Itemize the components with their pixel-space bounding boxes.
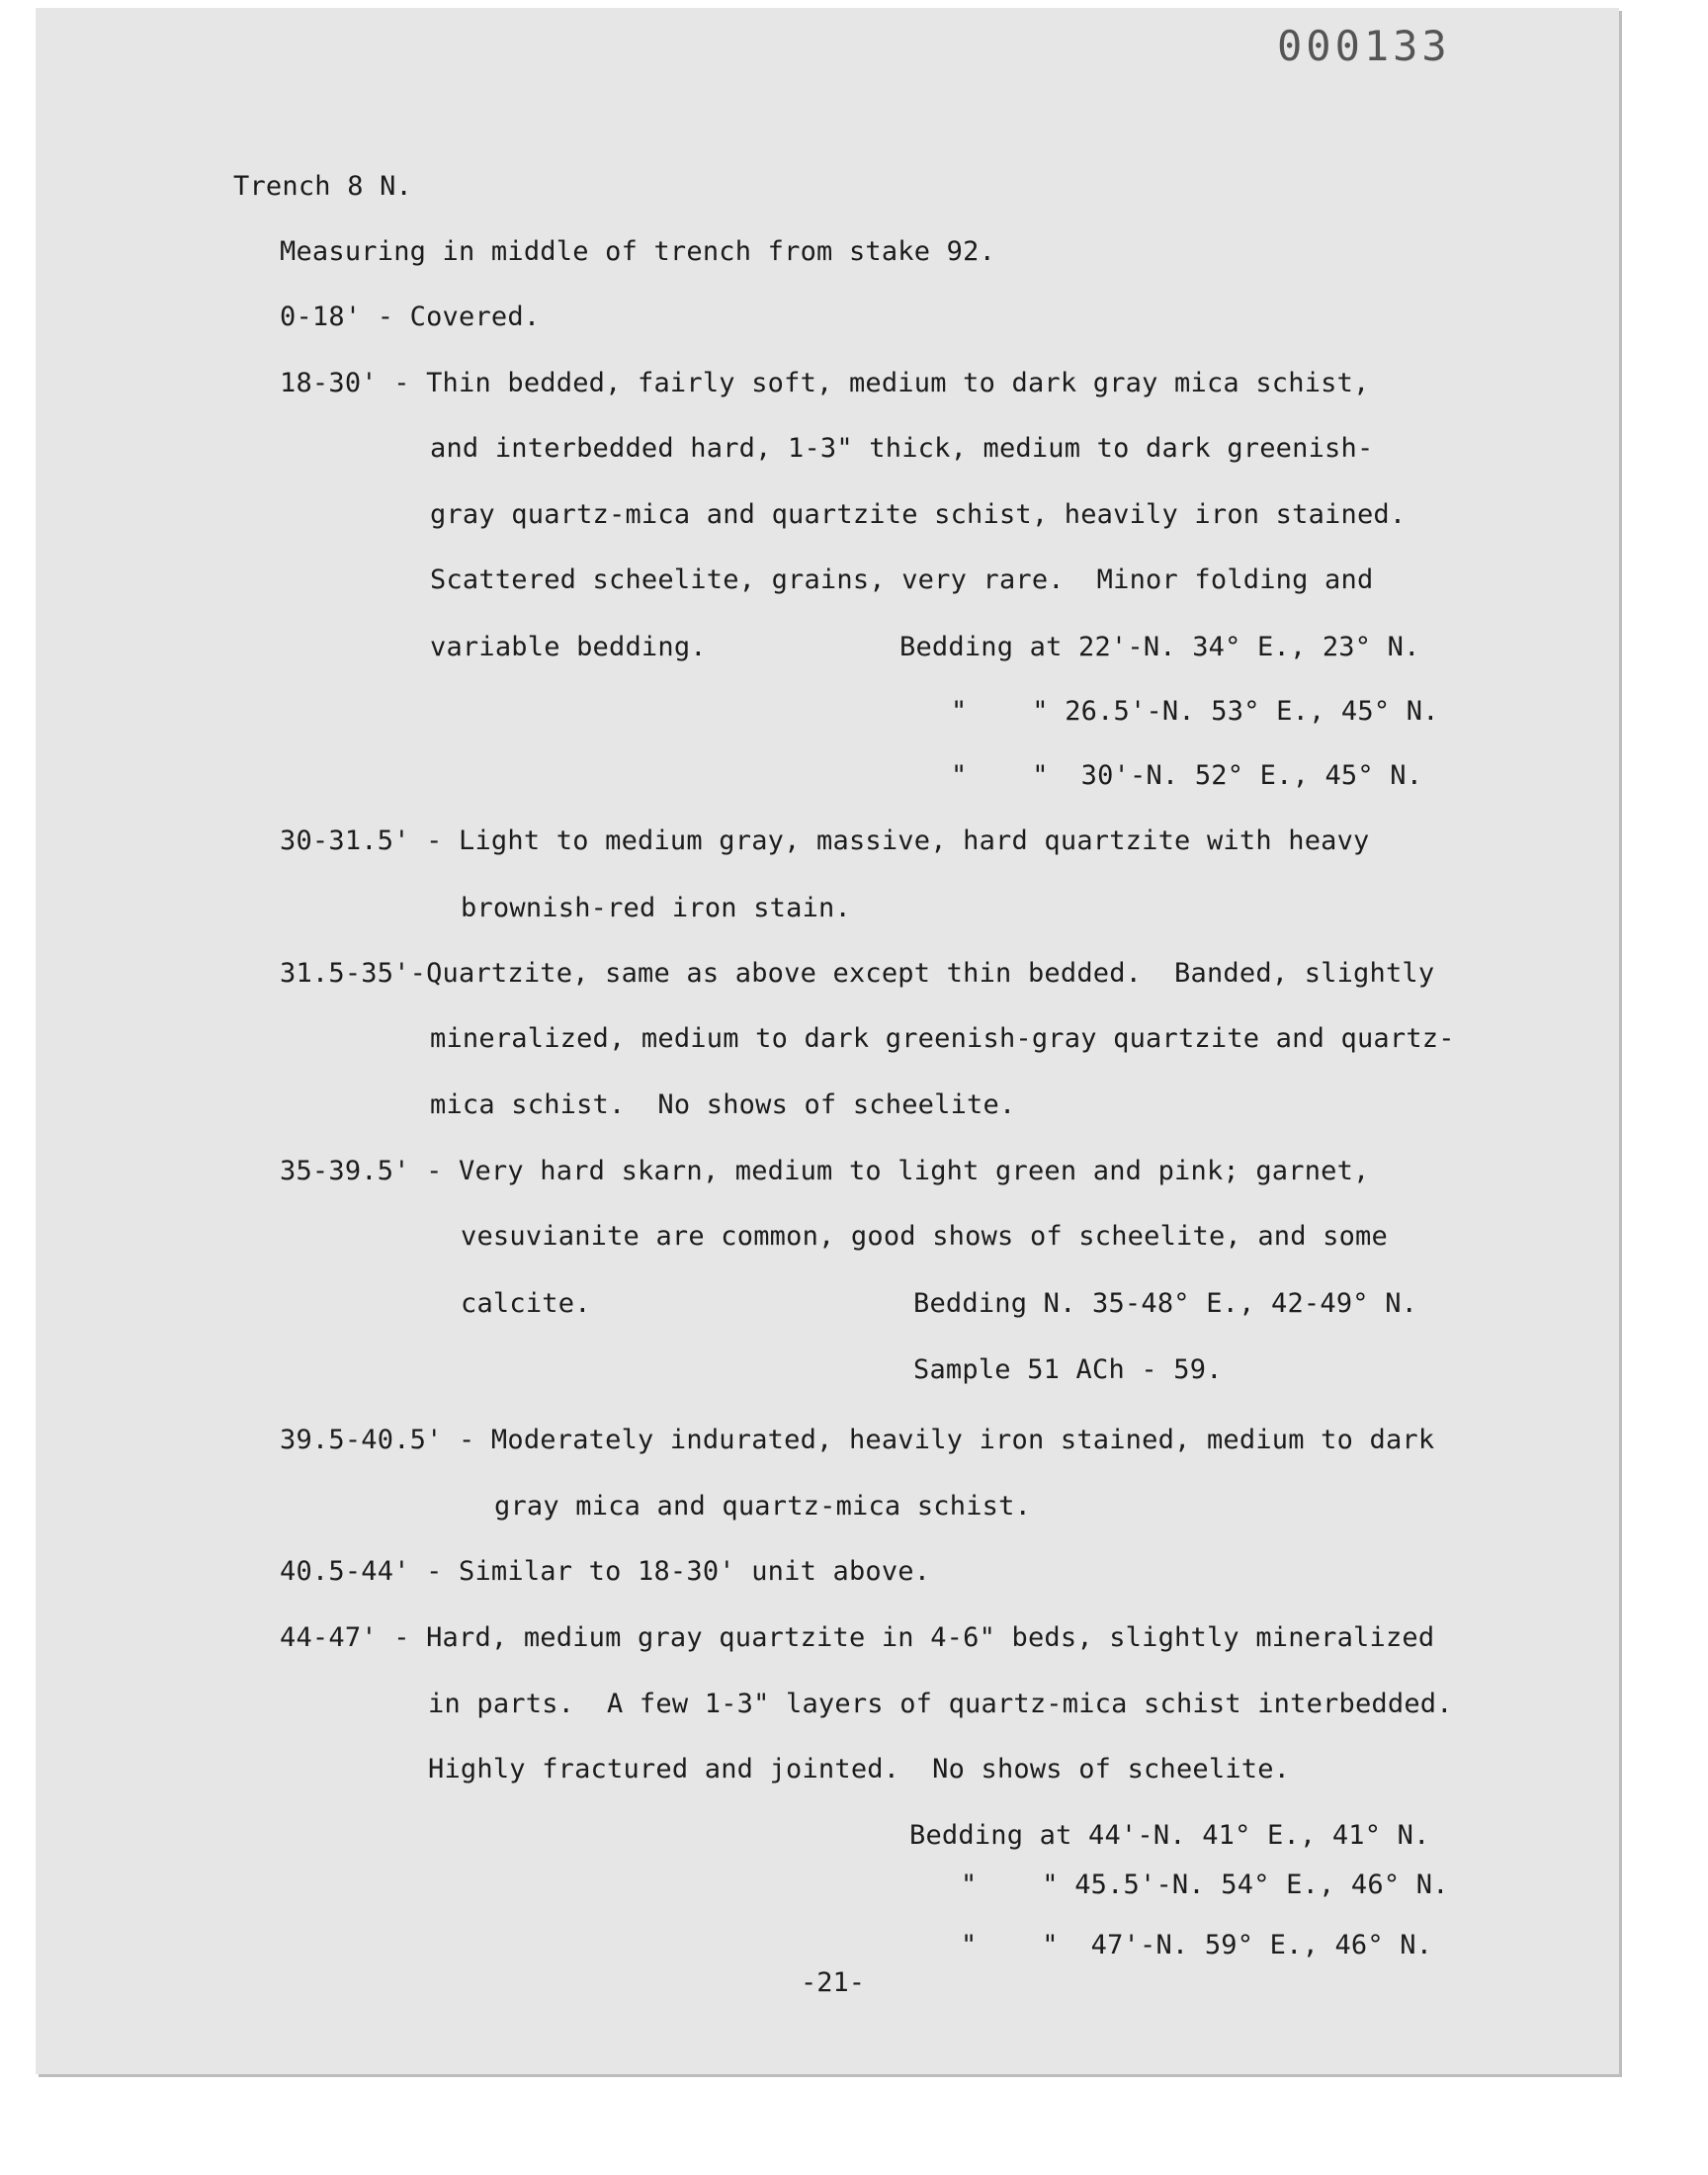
bedding-measurement: " " 30'-N. 52° E., 45° N. — [951, 760, 1423, 791]
log-entry: 39.5-40.5' - Moderately indurated, heavily iron stained, medium to dark — [280, 1425, 1435, 1455]
log-entry: 0-18' - Covered. — [280, 302, 541, 332]
log-entry: 30-31.5' - Light to medium gray, massive, hard quartzite with heavy — [280, 826, 1370, 856]
log-entry: 44-47' - Hard, medium gray quartzite in 4-6" beds, slightly mineralized — [280, 1622, 1435, 1653]
log-entry: 31.5-35'-Quartzite, same as above except thin bedded. Banded, slightly — [280, 958, 1435, 989]
page-number: -21- — [801, 1967, 866, 1998]
text-line: gray mica and quartz-mica schist. — [494, 1491, 1032, 1522]
text-line: mica schist. No shows of scheelite. — [430, 1089, 1016, 1120]
heading-trench: Trench 8 N. — [233, 171, 413, 202]
bedding-measurement: " " 47'-N. 59° E., 46° N. — [961, 1930, 1433, 1960]
text-line: in parts. A few 1-3" layers of quartz-mica schist interbedded. — [428, 1689, 1453, 1719]
log-entry: 35-39.5' - Very hard skarn, medium to light green and pink; garnet, — [280, 1156, 1370, 1186]
text-line: calcite. — [461, 1288, 591, 1319]
text-line: gray quartz-mica and quartzite schist, heavily iron stained. — [430, 499, 1407, 530]
text-line: brownish-red iron stain. — [461, 893, 851, 923]
text-line: variable bedding. — [430, 632, 707, 662]
log-entry: 40.5-44' - Similar to 18-30' unit above. — [280, 1556, 931, 1587]
bedding-measurement: Bedding at 22'-N. 34° E., 23° N. — [899, 632, 1420, 662]
text-line: vesuvianite are common, good shows of scheelite, and some — [461, 1221, 1388, 1252]
text-line: and interbedded hard, 1-3" thick, medium to dark greenish- — [430, 433, 1374, 464]
text-line: mineralized, medium to dark greenish-gray quartzite and quartz- — [430, 1023, 1455, 1054]
document-stamp-number: 000133 — [1277, 22, 1451, 70]
bedding-measurement: " " 45.5'-N. 54° E., 46° N. — [961, 1870, 1449, 1900]
log-entry: 18-30' - Thin bedded, fairly soft, medium to dark gray mica schist, — [280, 368, 1370, 398]
bedding-measurement: " " 26.5'-N. 53° E., 45° N. — [951, 696, 1439, 727]
sample-id: Sample 51 ACh - 59. — [913, 1354, 1223, 1385]
text-line: Highly fractured and jointed. No shows of scheelite. — [428, 1754, 1291, 1784]
bedding-measurement: Bedding at 44'-N. 41° E., 41° N. — [909, 1820, 1430, 1851]
text-line: Scattered scheelite, grains, very rare. Minor folding and — [430, 565, 1374, 595]
text-line: Measuring in middle of trench from stake 92. — [280, 236, 996, 267]
bedding-measurement: Bedding N. 35-48° E., 42-49° N. — [913, 1288, 1418, 1319]
